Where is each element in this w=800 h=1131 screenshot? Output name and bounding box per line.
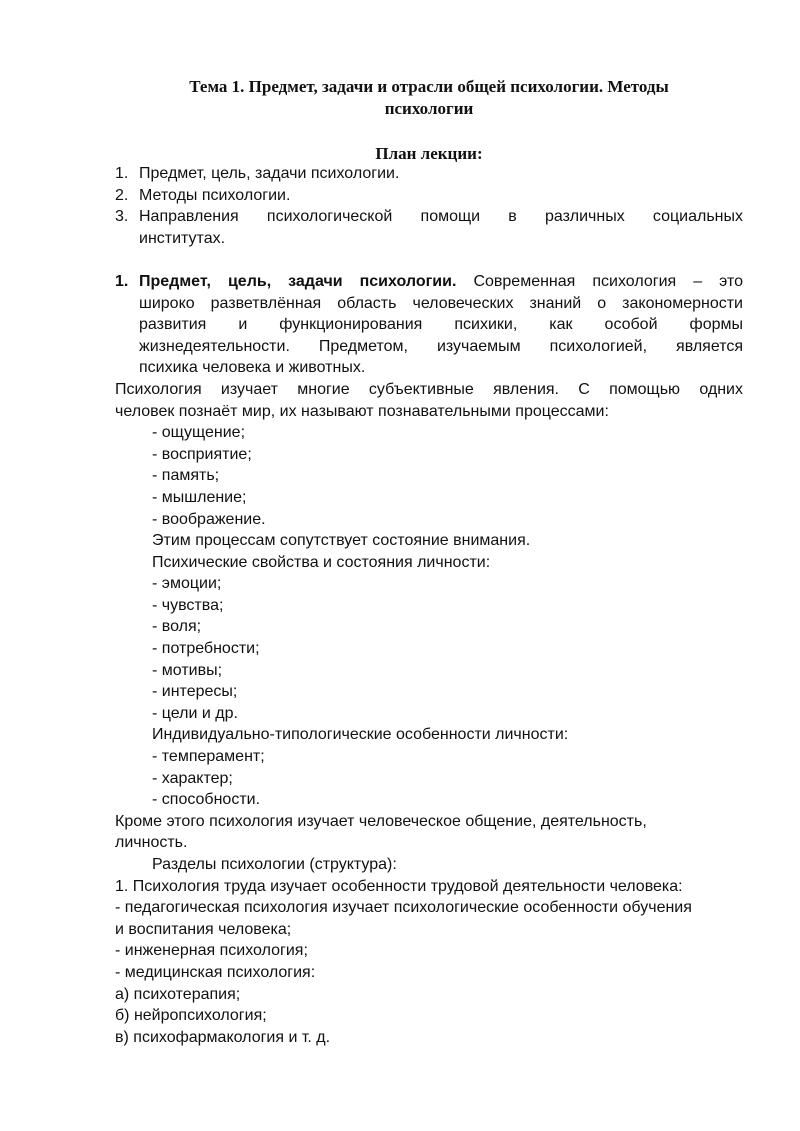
list-item: - воображение. [152,510,266,528]
list-item: - эмоции; [152,575,222,593]
list-item: - мышление; [152,488,247,506]
plan-item-number: 1. [115,165,129,182]
paragraph-1-line-1: Психология изучает многие субъективные явления. С помощью одних [115,380,743,398]
list-item: - интересы; [152,683,238,701]
paragraph-1-line-2: человек познаёт мир, их называют познавательными процессами: [115,402,609,420]
section-1-line-5: психика человека и животных. [139,359,366,377]
labor-psychology: 1. Психология труда изучает особенности трудовой деятельности человека: [115,877,683,895]
list-item: - чувства; [152,596,224,614]
plan-item-text: Предмет, цель, задачи психологии. [139,165,400,182]
list-item: - воля; [152,618,202,636]
title-line-2: психологии [384,99,474,118]
list-item: - восприятие; [152,445,252,463]
plan-item-text-line-1: Направления психологической помощи в различных социальных [139,208,743,226]
plan-item-3 [115,206,743,249]
document-body [115,163,743,1048]
list-item: - способности. [152,791,261,809]
list-item: - ощущение; [152,424,246,442]
attention-note: Этим процессам сопутствует состояние внимания. [152,532,531,550]
section-number: 1. [115,272,129,290]
also-line-1: Кроме этого психология изучает человеческое общение, деятельность, [115,812,647,830]
properties-heading: Психические свойства и состояния личности: [152,553,491,571]
section-1 [115,271,743,379]
medical-sub-item: в) психофармакология и т. д. [115,1028,331,1046]
list-item: - темперамент; [152,748,265,766]
plan-heading: План лекции: [375,144,483,163]
medical-sub-item: б) нейропсихология; [115,1007,267,1025]
section-1-line-4: жизнедеятельности. Предметом, изучаемым психологией, является [139,337,743,355]
list-item: - потребности; [152,640,260,658]
document-title [115,76,743,120]
section-heading: Предмет, цель, задачи психологии. [139,272,457,290]
section-1-line-3: развития и функционирования психики, как особой формы [139,316,743,334]
pedagogical-line-2: и воспитания человека; [115,920,292,938]
list-item: - память; [152,467,220,485]
pedagogical-line-1: - педагогическая психология изучает психологические особенности обучения [115,899,692,917]
plan-item-number: 2. [115,186,129,204]
plan-item-2 [115,185,743,207]
medical-psychology: - медицинская психология: [115,963,316,981]
list-item: - цели и др. [152,704,238,722]
section-1-line-1 [139,271,743,293]
cognitive-list [115,422,743,811]
typological-heading: Индивидуально-типологические особенности личности: [152,726,569,744]
blank-line [115,249,743,271]
medical-sub-item: а) психотерапия; [115,985,241,1003]
plan-item-number: 3. [115,208,129,226]
sections-heading: Разделы психологии (структура): [152,856,397,873]
list-item: - характер; [152,769,233,787]
title-line-1: Тема 1. Предмет, задачи и отрасли общей психологии. Методы [189,77,669,96]
engineering-psychology: - инженерная психология; [115,942,308,960]
plan-item-text-line-2: институтах. [139,229,226,247]
list-item: - мотивы; [152,661,223,679]
plan-item-1 [115,163,743,185]
plan-item-text: Методы психологии. [139,186,291,204]
section-1-line-2: широко разветвлённая область человеческих знаний о закономерности [139,294,743,312]
section-1-line-1-rest: Современная психология – это [473,272,743,290]
also-line-2: личность. [115,834,188,852]
